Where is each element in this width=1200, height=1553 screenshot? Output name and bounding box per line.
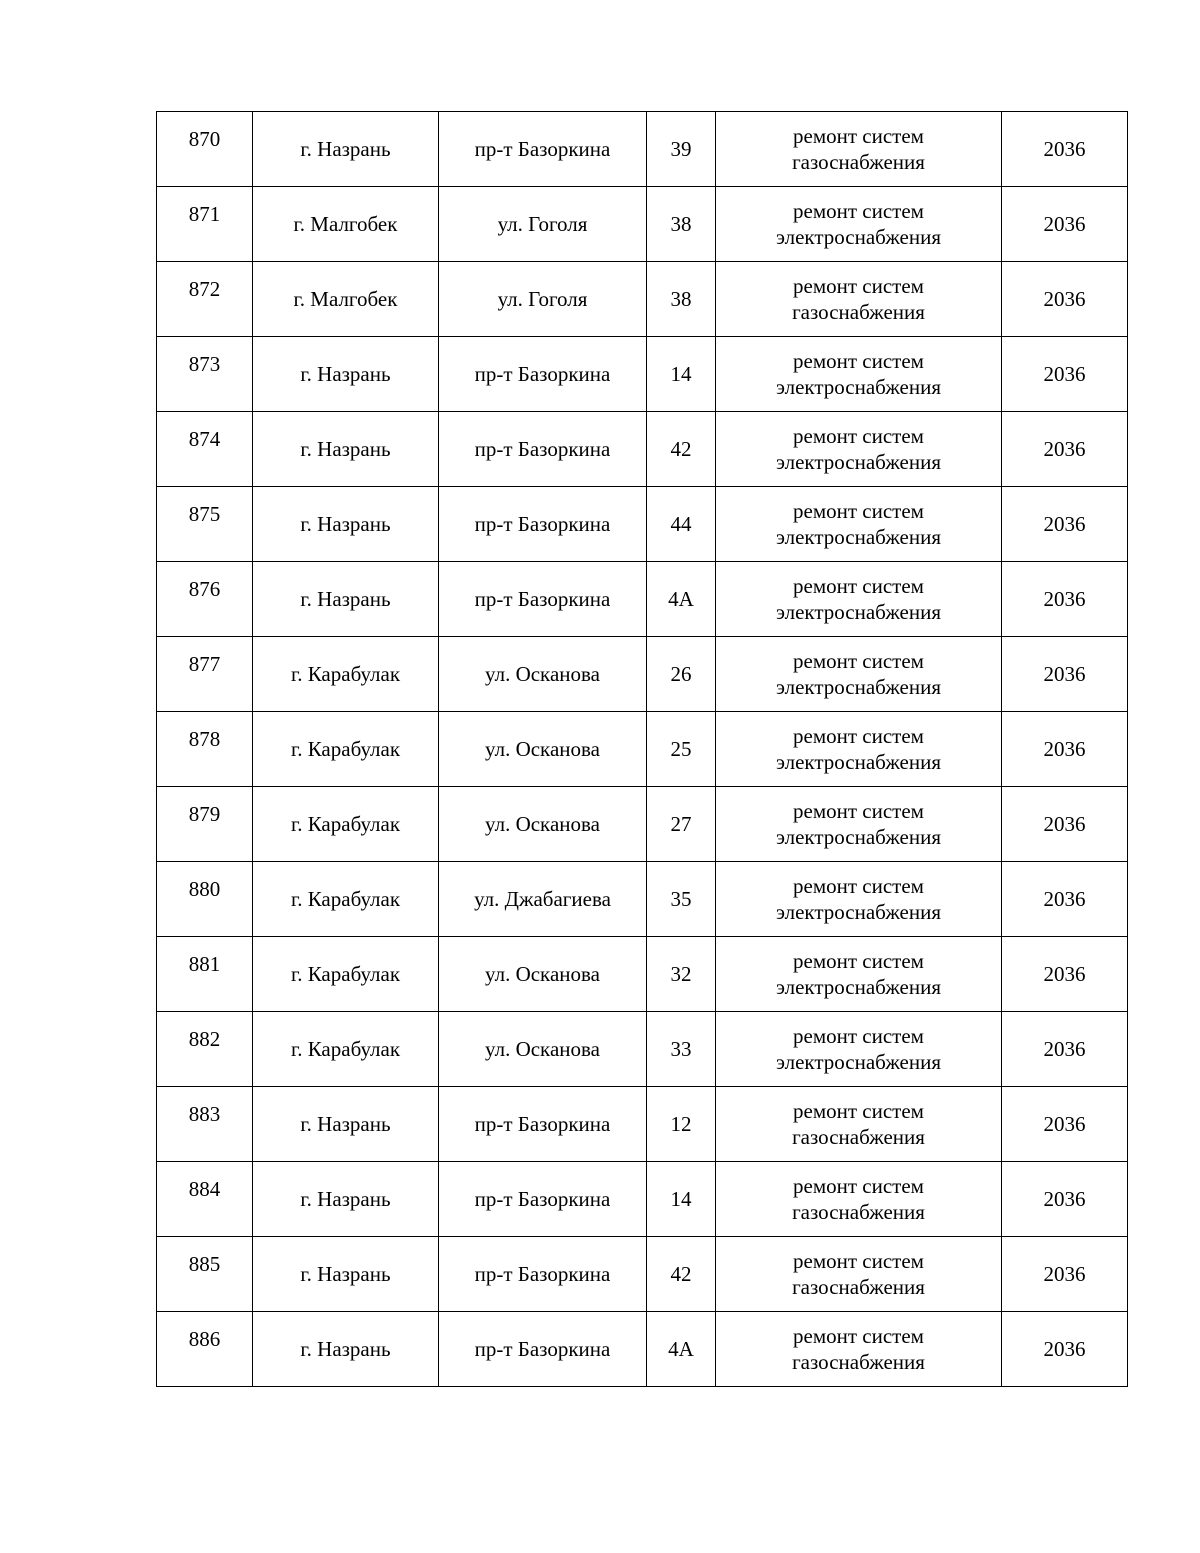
work-type-line-2: газоснабжения bbox=[792, 1275, 925, 1299]
table-row bbox=[157, 562, 1128, 637]
work-type-cell bbox=[716, 787, 1002, 862]
house-number-cell: 42 bbox=[647, 412, 716, 487]
row-number-cell: 873 bbox=[157, 337, 253, 412]
work-type-line-2: электроснабжения bbox=[775, 900, 942, 924]
street-cell: пр-т Базоркина bbox=[439, 1312, 647, 1387]
row-number-cell: 874 bbox=[157, 412, 253, 487]
city-cell: г. Назрань bbox=[253, 412, 439, 487]
house-number-cell: 38 bbox=[647, 262, 716, 337]
row-number-cell: 872 bbox=[157, 262, 253, 337]
row-number-cell: 871 bbox=[157, 187, 253, 262]
year-cell: 2036 bbox=[1002, 187, 1128, 262]
year-cell: 2036 bbox=[1002, 1162, 1128, 1237]
table-row bbox=[157, 1087, 1128, 1162]
row-number-cell: 876 bbox=[157, 562, 253, 637]
year-cell: 2036 bbox=[1002, 112, 1128, 187]
work-type-cell bbox=[716, 1087, 1002, 1162]
table-row bbox=[157, 262, 1128, 337]
city-cell: г. Назрань bbox=[253, 112, 439, 187]
work-type-line-1: ремонт систем bbox=[793, 1099, 924, 1123]
work-type-line-1: ремонт систем bbox=[793, 949, 924, 973]
table-row bbox=[157, 1312, 1128, 1387]
work-type-line-1: ремонт систем bbox=[793, 649, 924, 673]
city-cell: г. Карабулак bbox=[253, 712, 439, 787]
work-type-line-1: ремонт систем bbox=[793, 799, 924, 823]
row-number-cell: 884 bbox=[157, 1162, 253, 1237]
street-cell: пр-т Базоркина bbox=[439, 1162, 647, 1237]
table-row bbox=[157, 1162, 1128, 1237]
work-type-cell bbox=[716, 1312, 1002, 1387]
row-number-cell: 880 bbox=[157, 862, 253, 937]
street-cell: ул. Осканова bbox=[439, 937, 647, 1012]
city-cell: г. Карабулак bbox=[253, 862, 439, 937]
street-cell: ул. Осканова bbox=[439, 1012, 647, 1087]
street-cell: пр-т Базоркина bbox=[439, 337, 647, 412]
table-row bbox=[157, 337, 1128, 412]
table-row bbox=[157, 487, 1128, 562]
work-type-line-1: ремонт систем bbox=[793, 499, 924, 523]
work-type-line-2: электроснабжения bbox=[775, 1050, 942, 1074]
house-number-cell: 25 bbox=[647, 712, 716, 787]
house-number-cell: 4А bbox=[647, 1312, 716, 1387]
house-number-cell: 26 bbox=[647, 637, 716, 712]
street-cell: пр-т Базоркина bbox=[439, 112, 647, 187]
year-cell: 2036 bbox=[1002, 1087, 1128, 1162]
year-cell: 2036 bbox=[1002, 712, 1128, 787]
city-cell: г. Назрань bbox=[253, 487, 439, 562]
city-cell: г. Карабулак bbox=[253, 787, 439, 862]
house-number-cell: 42 bbox=[647, 1237, 716, 1312]
year-cell: 2036 bbox=[1002, 562, 1128, 637]
city-cell: г. Назрань bbox=[253, 337, 439, 412]
house-number-cell: 33 bbox=[647, 1012, 716, 1087]
row-number-cell: 877 bbox=[157, 637, 253, 712]
year-cell: 2036 bbox=[1002, 862, 1128, 937]
house-number-cell: 35 bbox=[647, 862, 716, 937]
table-row bbox=[157, 112, 1128, 187]
city-cell: г. Карабулак bbox=[253, 1012, 439, 1087]
table-row bbox=[157, 637, 1128, 712]
street-cell: пр-т Базоркина bbox=[439, 412, 647, 487]
year-cell: 2036 bbox=[1002, 337, 1128, 412]
city-cell: г. Назрань bbox=[253, 1162, 439, 1237]
work-type-cell bbox=[716, 1237, 1002, 1312]
work-type-cell bbox=[716, 862, 1002, 937]
year-cell: 2036 bbox=[1002, 787, 1128, 862]
work-type-line-1: ремонт систем bbox=[793, 1249, 924, 1273]
work-type-line-2: газоснабжения bbox=[792, 1125, 925, 1149]
row-number-cell: 886 bbox=[157, 1312, 253, 1387]
house-number-cell: 44 bbox=[647, 487, 716, 562]
work-type-line-2: газоснабжения bbox=[792, 1350, 925, 1374]
work-type-line-2: электроснабжения bbox=[775, 750, 942, 774]
work-type-line-1: ремонт систем bbox=[793, 124, 924, 148]
street-cell: пр-т Базоркина bbox=[439, 487, 647, 562]
work-type-cell bbox=[716, 112, 1002, 187]
house-number-cell: 27 bbox=[647, 787, 716, 862]
work-type-cell bbox=[716, 187, 1002, 262]
city-cell: г. Назрань bbox=[253, 1312, 439, 1387]
city-cell: г. Назрань bbox=[253, 562, 439, 637]
year-cell: 2036 bbox=[1002, 262, 1128, 337]
work-type-line-2: электроснабжения bbox=[775, 600, 942, 624]
row-number-cell: 881 bbox=[157, 937, 253, 1012]
work-type-line-2: газоснабжения bbox=[792, 1200, 925, 1224]
table-row bbox=[157, 862, 1128, 937]
city-cell: г. Назрань bbox=[253, 1237, 439, 1312]
year-cell: 2036 bbox=[1002, 412, 1128, 487]
house-number-cell: 39 bbox=[647, 112, 716, 187]
house-number-cell: 32 bbox=[647, 937, 716, 1012]
work-type-line-2: газоснабжения bbox=[792, 300, 925, 324]
work-type-line-1: ремонт систем bbox=[793, 1024, 924, 1048]
work-type-line-1: ремонт систем bbox=[793, 574, 924, 598]
work-type-line-2: газоснабжения bbox=[792, 150, 925, 174]
work-type-line-2: электроснабжения bbox=[775, 450, 942, 474]
table-row bbox=[157, 1237, 1128, 1312]
row-number-cell: 885 bbox=[157, 1237, 253, 1312]
row-number-cell: 882 bbox=[157, 1012, 253, 1087]
work-type-line-1: ремонт систем bbox=[793, 424, 924, 448]
table-row bbox=[157, 187, 1128, 262]
work-type-line-2: электроснабжения bbox=[775, 675, 942, 699]
work-type-line-1: ремонт систем bbox=[793, 199, 924, 223]
city-cell: г. Малгобек bbox=[253, 262, 439, 337]
table-row bbox=[157, 412, 1128, 487]
work-type-line-2: электроснабжения bbox=[775, 975, 942, 999]
year-cell: 2036 bbox=[1002, 1012, 1128, 1087]
work-type-line-1: ремонт систем bbox=[793, 724, 924, 748]
city-cell: г. Малгобек bbox=[253, 187, 439, 262]
street-cell: ул. Осканова bbox=[439, 637, 647, 712]
year-cell: 2036 bbox=[1002, 637, 1128, 712]
work-type-cell bbox=[716, 412, 1002, 487]
work-type-line-1: ремонт систем bbox=[793, 349, 924, 373]
work-type-line-2: электроснабжения bbox=[775, 525, 942, 549]
table-row bbox=[157, 787, 1128, 862]
work-type-line-2: электроснабжения bbox=[775, 225, 942, 249]
row-number-cell: 870 bbox=[157, 112, 253, 187]
street-cell: ул. Гоголя bbox=[439, 262, 647, 337]
work-type-line-2: электроснабжения bbox=[775, 375, 942, 399]
table-row bbox=[157, 1012, 1128, 1087]
row-number-cell: 883 bbox=[157, 1087, 253, 1162]
city-cell: г. Назрань bbox=[253, 1087, 439, 1162]
work-type-line-1: ремонт систем bbox=[793, 1324, 924, 1348]
row-number-cell: 875 bbox=[157, 487, 253, 562]
street-cell: пр-т Базоркина bbox=[439, 1087, 647, 1162]
house-number-cell: 14 bbox=[647, 1162, 716, 1237]
work-type-cell bbox=[716, 937, 1002, 1012]
year-cell: 2036 bbox=[1002, 1312, 1128, 1387]
work-type-line-2: электроснабжения bbox=[775, 825, 942, 849]
work-type-cell bbox=[716, 337, 1002, 412]
table-body bbox=[157, 112, 1128, 1387]
work-type-cell bbox=[716, 487, 1002, 562]
city-cell: г. Карабулак bbox=[253, 937, 439, 1012]
street-cell: ул. Осканова bbox=[439, 712, 647, 787]
repair-schedule-table bbox=[156, 111, 1128, 1387]
row-number-cell: 879 bbox=[157, 787, 253, 862]
work-type-cell bbox=[716, 1012, 1002, 1087]
street-cell: пр-т Базоркина bbox=[439, 562, 647, 637]
table-row bbox=[157, 712, 1128, 787]
work-type-cell bbox=[716, 637, 1002, 712]
work-type-cell bbox=[716, 562, 1002, 637]
house-number-cell: 12 bbox=[647, 1087, 716, 1162]
city-cell: г. Карабулак bbox=[253, 637, 439, 712]
work-type-cell bbox=[716, 712, 1002, 787]
street-cell: ул. Джабагиева bbox=[439, 862, 647, 937]
work-type-line-1: ремонт систем bbox=[793, 274, 924, 298]
year-cell: 2036 bbox=[1002, 1237, 1128, 1312]
house-number-cell: 14 bbox=[647, 337, 716, 412]
street-cell: ул. Осканова bbox=[439, 787, 647, 862]
house-number-cell: 38 bbox=[647, 187, 716, 262]
work-type-cell bbox=[716, 262, 1002, 337]
table-row bbox=[157, 937, 1128, 1012]
row-number-cell: 878 bbox=[157, 712, 253, 787]
year-cell: 2036 bbox=[1002, 937, 1128, 1012]
street-cell: пр-т Базоркина bbox=[439, 1237, 647, 1312]
work-type-line-1: ремонт систем bbox=[793, 1174, 924, 1198]
house-number-cell: 4А bbox=[647, 562, 716, 637]
work-type-line-1: ремонт систем bbox=[793, 874, 924, 898]
year-cell: 2036 bbox=[1002, 487, 1128, 562]
street-cell: ул. Гоголя bbox=[439, 187, 647, 262]
work-type-cell bbox=[716, 1162, 1002, 1237]
